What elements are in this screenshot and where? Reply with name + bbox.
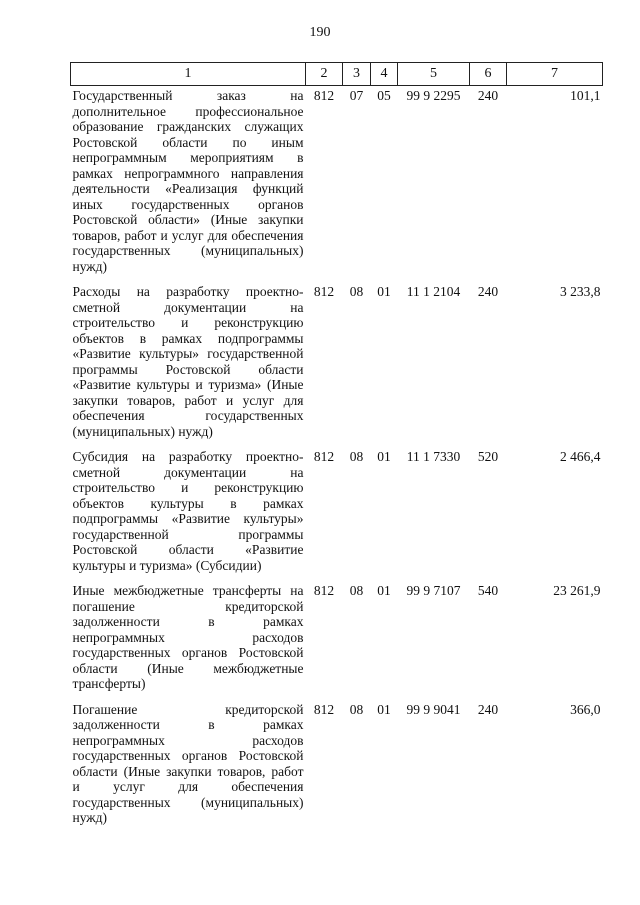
amount-value: 101,1 — [570, 88, 601, 103]
budget-table — [70, 62, 603, 834]
table-row — [71, 282, 603, 447]
target-article-code: 11 1 2104 — [406, 284, 461, 299]
ministry-code: 812 — [313, 449, 335, 464]
ministry-code: 812 — [313, 284, 335, 299]
target-article-code: 99 9 9041 — [406, 701, 461, 717]
table-row — [71, 700, 603, 834]
table-row — [71, 86, 603, 283]
subsection-code: 01 — [377, 701, 391, 717]
expense-description: Субсидия на разработку проектно-сметной документации на строительство и реконструкцию объектов культуры в рамках подпрограммы «Развитие культуры» государственной программы Ростовской области «Развитие культуры и туризма» (Субсидии) — [72, 449, 304, 573]
target-article-code: 99 9 7107 — [406, 583, 461, 598]
expense-type-code: 520 — [477, 449, 499, 464]
subsection-code: 05 — [377, 88, 391, 103]
table-row — [71, 581, 603, 700]
amount-value: 3 233,8 — [560, 284, 601, 299]
expense-description: Расходы на разработку проектно-сметной документации на строительство и реконструкцию объектов в рамках подпрограммы «Развитие культуры» государственной программы Ростовской области «Развитие культуры и туризма» (Иные закупки товаров, работ и услуг для обеспечения государственных (муниципальных) нужд) — [72, 284, 304, 439]
expense-description: Иные межбюджетные трансферты на погашение кредиторской задолженности в рамках непрограммных расходов государственных органов Ростовской области (Иные межбюджетные трансферты) — [72, 583, 304, 691]
column-header: 6 — [470, 63, 507, 86]
subsection-code: 01 — [377, 583, 391, 598]
ministry-code: 812 — [313, 701, 335, 717]
column-header: 3 — [343, 63, 371, 86]
amount-value: 2 466,4 — [560, 449, 601, 464]
ministry-code: 812 — [313, 583, 335, 598]
ministry-code: 812 — [313, 88, 335, 103]
expense-type-code: 540 — [477, 583, 499, 598]
section-code: 08 — [349, 284, 364, 299]
column-header: 2 — [306, 63, 343, 86]
target-article-code: 11 1 7330 — [406, 449, 461, 464]
amount-value: 366,0 — [570, 701, 601, 717]
section-code: 08 — [349, 701, 364, 717]
section-code: 07 — [349, 88, 364, 103]
subsection-code: 01 — [377, 449, 391, 464]
amount-value: 23 261,9 — [553, 583, 601, 598]
expense-type-code: 240 — [477, 701, 499, 717]
section-code: 08 — [349, 583, 364, 598]
table-row — [71, 447, 603, 581]
target-article-code: 99 9 2295 — [406, 88, 461, 103]
expense-description: Государственный заказ на дополнительное профессиональное образование гражданских служащих Ростовской области по иным непрограммным мероприятиям в рамках непрограммного направления деятельности «Реализация функций иных государственных органов Ростовской области» (Иные закупки товаров, работ и услуг для обеспечения государственных (муниципальных) нужд) — [72, 88, 304, 274]
page-number: 190 — [309, 25, 331, 40]
column-header: 7 — [507, 63, 603, 86]
expense-type-code: 240 — [477, 88, 499, 103]
column-header: 4 — [371, 63, 398, 86]
table-header-row — [71, 63, 603, 86]
expense-type-code: 240 — [477, 284, 499, 299]
column-header: 1 — [71, 63, 306, 86]
expense-description: Погашение кредиторской задолженности в рамках непрограммных расходов государственных органов Ростовской области (Иные закупки товаров, работ и услуг для обеспечения государственных (муниципальных) нужд) — [72, 701, 304, 825]
section-code: 08 — [349, 449, 364, 464]
subsection-code: 01 — [377, 284, 391, 299]
column-header: 5 — [398, 63, 470, 86]
